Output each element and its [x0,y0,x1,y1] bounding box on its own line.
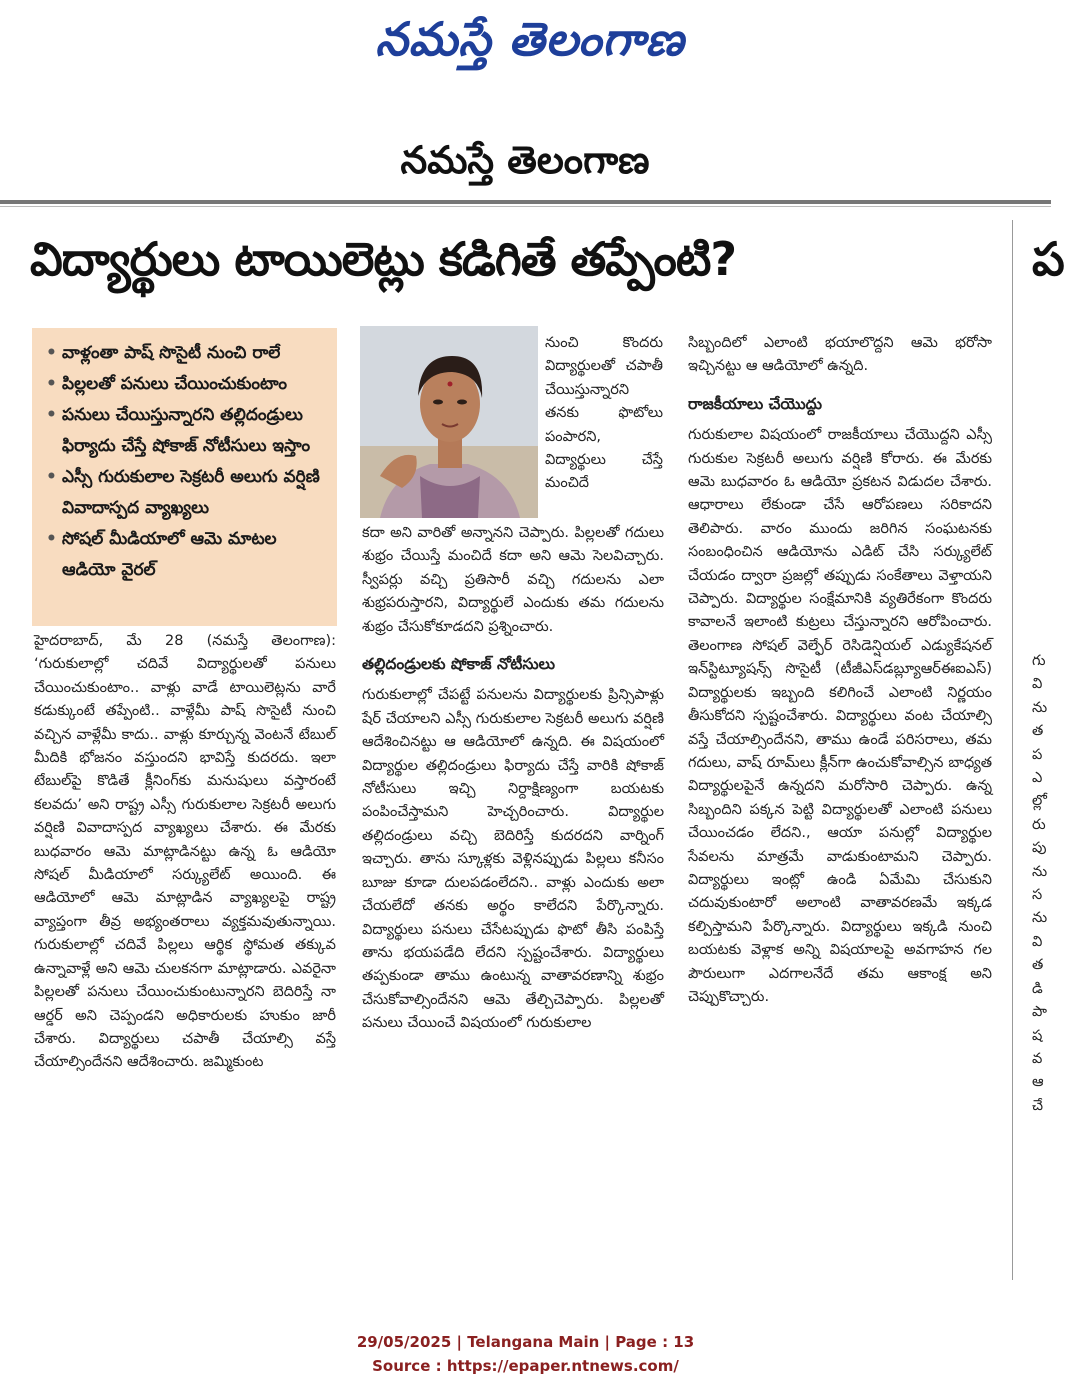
text-fragment: గు [1032,653,1046,669]
text-fragment: చే [1032,1097,1044,1114]
article-paragraph: కదా అని వారితో అన్నానని చెప్పారు. పిల్లలతో గదులు శుభ్రం చేయిస్తే మంచిదే కదా అని ఆమె సెలవిచ్చారు. స్వీపర్లు వచ్చి ప్రతిసారీ వచ్చి గదులను ఎలా శుభ్రపరుస్తారని, విద్యార్థులే ఎందుకు తమ గదులను శుభ్రం చేసుకోకూడదని ప్రశ్నించారు. [362,525,664,635]
highlight-item: • వాళ్లంతా పాష్ సొసైటీ నుంచి రాలే [42,338,331,369]
divider [0,206,1051,207]
text-fragment: ను [1032,910,1048,927]
text-fragment: ను [1032,863,1048,880]
text-fragment: వి [1032,933,1043,950]
text-fragment: ప [1032,746,1043,763]
highlight-item: • సోషల్ మీడియాలో ఆమె మాటల ఆడియో వైరల్ [42,524,331,586]
masthead [0,0,1051,80]
text-fragment: వ [1032,1050,1043,1067]
text-fragment: రు [1032,816,1046,833]
highlights-list [32,328,337,586]
article-paragraph: గురుకులాల్లో చేపట్టే పనులను విద్యార్థులకు ప్రిన్సిపాళ్లు షేర్ చేయాలని ఎస్సీ గురుకులాల సెక్రటరీ అలుగు వర్షిణి ఆదేశించినట్టు ఆ ఆడియోలో ఉన్నది. ఈ విషయంలో విద్యార్థుల తల్లిదండ్రులు ఫిర్యాదు చేస్తే వారికి షోకాజ్ నోటీసులు ఇచ్చి నిర్దాక్షిణ్యంగా బయటకు పంపించేస్తామని హెచ్చరించారు. విద్యార్థుల తల్లిదండ్రులు వచ్చి బెదిరిస్తే కుదరదని వార్నింగ్ ఇచ్చారు. తాను స్కూళ్లకు వెళ్లినప్పుడు పిల్లలు కనీసం బూజు కూడా దులపడంలేదని.. వాళ్లు ఎందుకు అలా చేయలేదో తనకు అర్థం కాలేదని పేర్కొన్నారు. విద్యార్థులు పనులు చేసేటప్పుడు ఫొటో తీసి పంపిస్తే తాను భయపడేది లేదని స్పష్టంచేశారు. విద్యార్థులు తప్పకుండా తాము ఉంటున్న వాతావరణాన్ని శుభ్రం చేసుకోవాల్సిందేనని ఆమె తేల్చిచెప్పారు. పిల్లలతో పనులు చేయించే విషయంలో గురుకులాల [362,687,664,1032]
highlights-box [32,328,337,626]
text-fragment: డి [1032,980,1043,997]
footer-edition-info: 29/05/2025 | Telangana Main | Page : 13 [356,1333,695,1351]
page-title: విద్యార్థులు టాయిలెట్లు కడిగితే తప్పేంటి? [30,232,737,286]
article-column-2 [362,522,664,1036]
article-subheading: రాజకీయాలు చేయొద్దు [688,394,822,413]
article-column-1: హైదరాబాద్, మే 28 (నమస్తే తెలంగాణ): ‘గురుకులాల్లో చదివే విద్యార్థులతో పనులు చేయించుకుంటాం.. వాళ్లు వాడే టాయిలెట్లను వారే కడుక్కుంటే తప్పేంటి.. వాళ్లేమీ పాష్ సొసైటీ నుంచి వచ్చిన వాళ్లేమీ కాదు.. వాళ్లు కూర్చున్న వెంటనే టేబుల్ మీదికి భోజనం వస్తుందని భావిస్తే కుదరదు. ఇలా టేబుల్‌పై కొడితే క్లీనింగ్‌కు మనుషులు వస్తారంటే కలవదు’ అని రాష్ట్ర ఎస్సీ గురుకులాల సెక్రటరీ అలుగు వర్షిణి వివాదాస్పద వ్యాఖ్యలు చేశారు. ఈ మేరకు బుధవారం ఆమె మాట్లాడినట్టు ఉన్న ఓ ఆడియో సోషల్ మీడియాలో సర్క్యులేట్ అయింది. ఈ ఆడియోలో ఆమె మాట్లాడిన వ్యాఖ్యలపై రాష్ట్ర వ్యాప్తంగా తీవ్ర అభ్యంతరాలు వ్యక్తమవుతున్నాయి. గురుకులాల్లో చదివే పిల్లలు ఆర్థిక స్థోమత తక్కువ ఉన్నావాళ్లే అని ఆమె చులకనగా మాట్లాడారు. ఎవరైనా పిల్లలతో పనులు చేయించుకుంటున్నారని బెదిరిస్తే నా ఆర్డర్ అని చెప్పండని అధికారులకు హుకుం జారీ చేశారు. విద్యార్థులు చపాతీ చేయాల్సి వస్తే చేయాల్సిందేనని ఆదేశించారు. జమ్మికుంట [34,633,336,1071]
portrait-photo [360,326,538,518]
article-column-3 [688,332,992,1009]
article-paragraph: సిబ్బందిలో ఎలాంటి భయాలొద్దని ఆమె భరోసా ఇచ్చినట్టు ఆ ఆడియోలో ఉన్నది. [688,335,992,375]
next-article-column [1032,650,1051,1118]
page-footer [0,1330,1051,1378]
highlight-item: • పనులు చేయిస్తున్నారని తల్లిదండ్రులు ఫిర్యాదు చేస్తే షోకాజ్ నోటీసులు ఇస్తాం [42,400,331,462]
text-fragment: ల్లో [1032,793,1047,810]
text-fragment: ష [1032,1027,1043,1044]
section-header: నమస్తే తెలంగాణ [400,138,650,182]
text-fragment: త [1032,723,1044,740]
text-fragment: ఆ [1032,1074,1044,1091]
article-subheading: తల్లిదండ్రులకు షోకాజ్ నోటీసులు [362,655,555,674]
text-fragment: ఎ [1032,770,1043,787]
text-fragment: పు [1032,840,1047,857]
masthead-logo: నమస్తే తెలంగాణ [375,12,685,66]
text-fragment: త [1032,957,1044,974]
highlight-item: • పిల్లలతో పనులు చేయించుకుంటాం [42,369,331,400]
portrait-illustration [360,326,538,518]
article-column-2-top: నుంచి కొందరు విద్యార్థులతో చపాతీ చేయిస్తున్నారని తనకు ఫొటోలు పంపారని, విద్యార్థులు చేస్తే మంచిదే [545,335,663,492]
column-divider [1012,220,1013,1280]
text-fragment: స [1032,887,1043,904]
text-fragment: ను [1032,699,1048,716]
highlight-item: • ఎస్సీ గురుకులాల సెక్రటరీ అలుగు వర్షిణి వివాదాస్పద వ్యాఖ్యలు [42,462,331,524]
next-article-headline: ప [1032,232,1065,286]
divider [0,200,1051,204]
text-fragment: వి [1032,676,1043,693]
text-fragment: పా [1032,1004,1047,1021]
footer-source-link[interactable]: Source : https://epaper.ntnews.com/ [372,1357,679,1375]
article-paragraph: గురుకులాల విషయంలో రాజకీయాలు చేయొద్దని ఎస్సీ గురుకుల సెక్రటరీ అలుగు వర్షిణి కోరారు. ఈ మేరకు ఆమె బుధవారం ఓ ఆడియో ప్రకటన విడుదల చేశారు. ఆధారాలు లేకుండా చేసే ఆరోపణలు సరికాదని తెలిపారు. వారం ముందు జరిగిన సంఘటనకు సంబంధించిన ఆడియోను ఎడిట్ చేసి సర్క్యులేట్ చేయడం ద్వారా ప్రజల్లో తప్పుడు సంకేతాలు వెళ్తాయని చెప్పారు. విద్యార్థుల సంక్షేమానికి వ్యతిరేకంగా కొందరు కావాలనే ఇలాంటి కుట్రలు చేస్తున్నారని ఆరోపించారు. తెలంగాణ సోషల్ వెల్ఫేర్ రెసిడెన్షియల్ ఎడ్యుకేషనల్ ఇన్‌స్టిట్యూషన్స్ సొసైటీ (టీజీఎస్‌డబ్ల్యూఆర్‌ఈఐఎస్) విద్యార్థులకు ఇబ్బంది కలిగించే ఎలాంటి నిర్ణయం తీసుకోదని స్పష్టంచేశారు. విద్యార్థులు వంట చేయాల్సి వస్తే చేయాల్సిందేనని, తాము ఉండే పరిసరాలు, తమ గదులు, వాష్ రూమ్‌లు క్లీన్‌గా ఉంచుకోవాల్సిన బాధ్యత విద్యార్థులపైనే ఉన్నదని మరోసారి చెప్పారు. ఉన్న సిబ్బందిని పక్కన పెట్టి విద్యార్థులతో ఎలాంటి పనులు చేయించడం లేదని., ఆయా పనుల్లో విద్యార్థుల సేవలను మాత్రమే వాడుకుంటామని చెప్పారు. విద్యార్థులు ఇంట్లో ఉండి ఏమేమి చేసుకుని చదువుకుంటారో అలాంటి వాతావరణమే ఇక్కడ కల్పిస్తామని పేర్కొన్నారు. విద్యార్థులు ఇక్కడి నుంచి బయటకు వెళ్లాక అన్ని విషయాలపై అవగాహన గల పౌరులుగా ఎదగాలనేదే తమ ఆకాంక్ష అని చెప్పుకొచ్చారు. [688,427,992,1005]
